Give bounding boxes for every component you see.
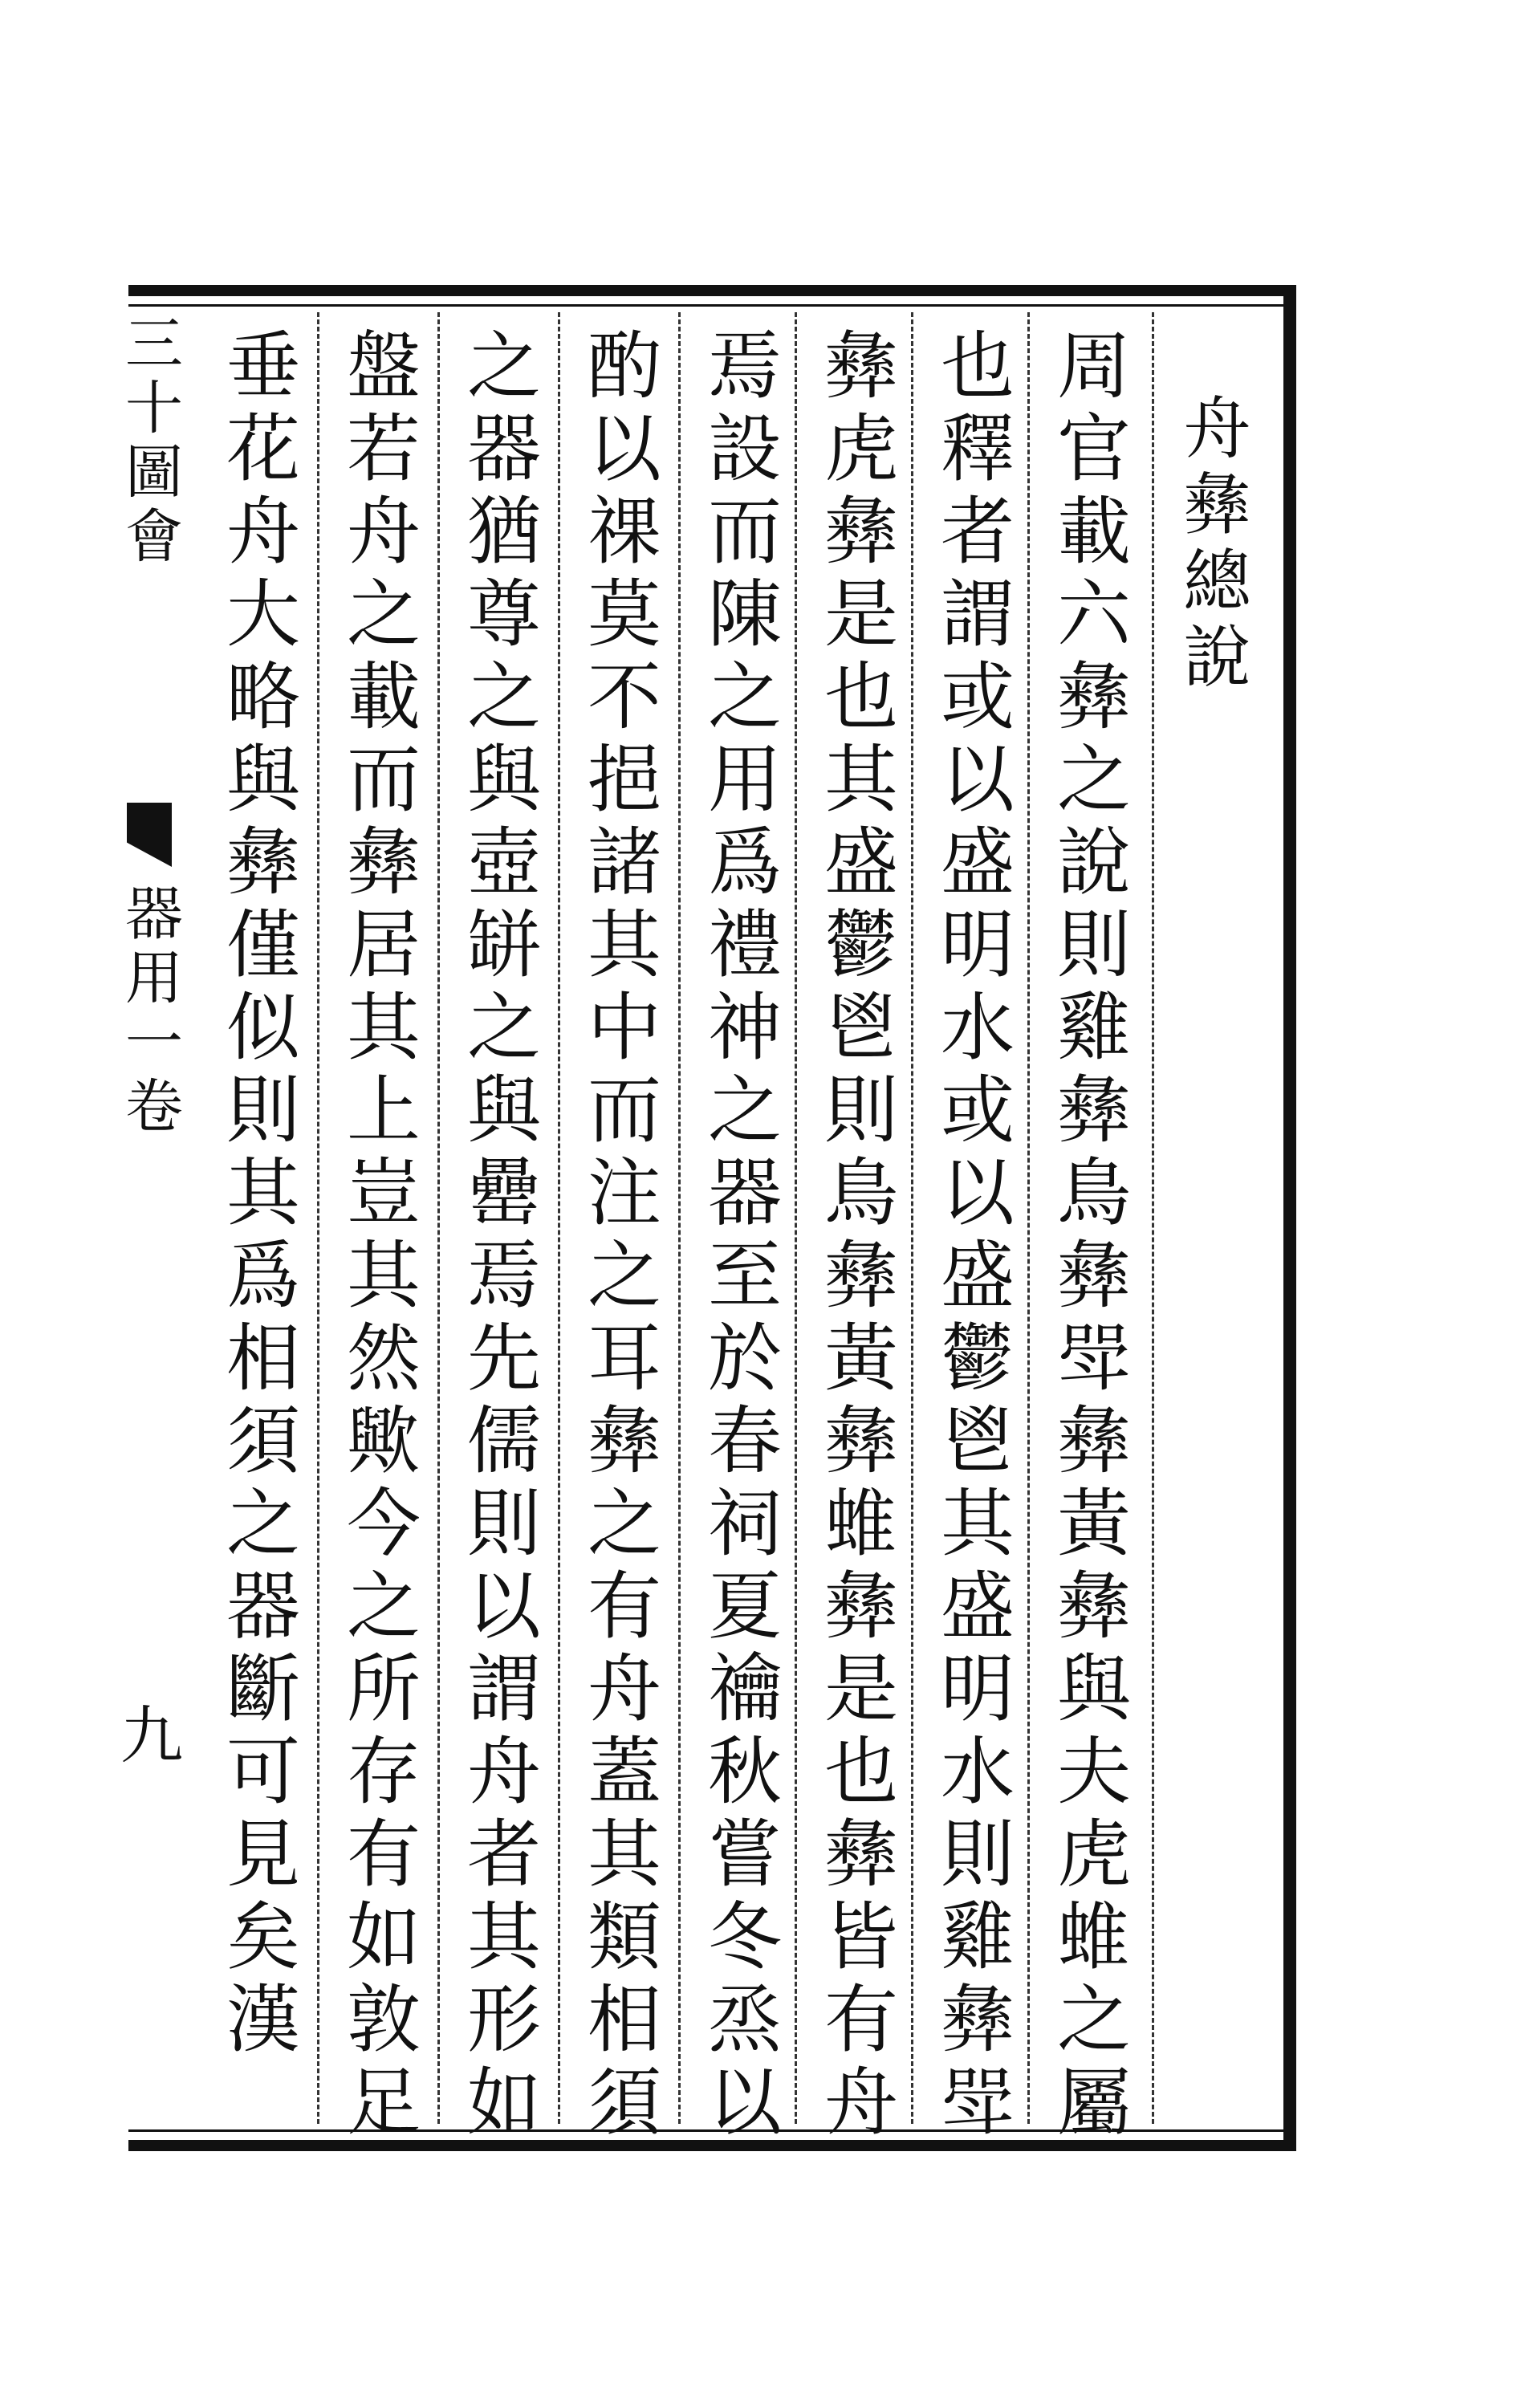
text-column-6: 之器猶尊之與壺缾之與罍焉先儒則以謂舟者其形如 [455, 327, 541, 2146]
top-rule [128, 304, 1283, 307]
margin-section-label: 器用一卷 [116, 883, 183, 1140]
column-rule [1152, 312, 1154, 2124]
column-rule [678, 312, 681, 2124]
column-rule [1027, 312, 1030, 2124]
column-rule [911, 312, 913, 2124]
text-column-7: 盤若舟之載而彝居其上豈其然歟今之所存有如敦足 [335, 327, 421, 2146]
margin-book-title: 三十圖會 [116, 313, 183, 570]
column-rule [437, 312, 440, 2124]
page-frame [116, 285, 1296, 2151]
document-title: 舟彝總說 [1173, 393, 1251, 698]
column-rule [558, 312, 560, 2124]
column-rule [317, 312, 319, 2124]
folio-number: 九 [120, 1700, 184, 1772]
text-column-2: 也釋者謂或以盛明水或以盛鬱鬯其盛明水則雞彝斝 [929, 327, 1015, 2146]
text-column-8: 垂花舟大略與彝僅似則其爲相須之器斷可見矣漢 [214, 327, 300, 2063]
text-column-5: 酌以祼莫不挹諸其中而注之耳彝之有舟蓋其類相須 [575, 327, 661, 2146]
column-rule [795, 312, 797, 2124]
text-column-1: 周官載六彝之說則雞彝鳥彝斝彝黃彝與夫虎蜼之屬 [1045, 327, 1131, 2146]
text-column-3: 彝虎彝是也其盛鬱鬯則鳥彝黃彝蜼彝是也彝皆有舟 [812, 327, 898, 2146]
text-column-4: 焉設而陳之用爲禮神之器至於春祠夏禴秋嘗冬烝以 [696, 327, 782, 2146]
